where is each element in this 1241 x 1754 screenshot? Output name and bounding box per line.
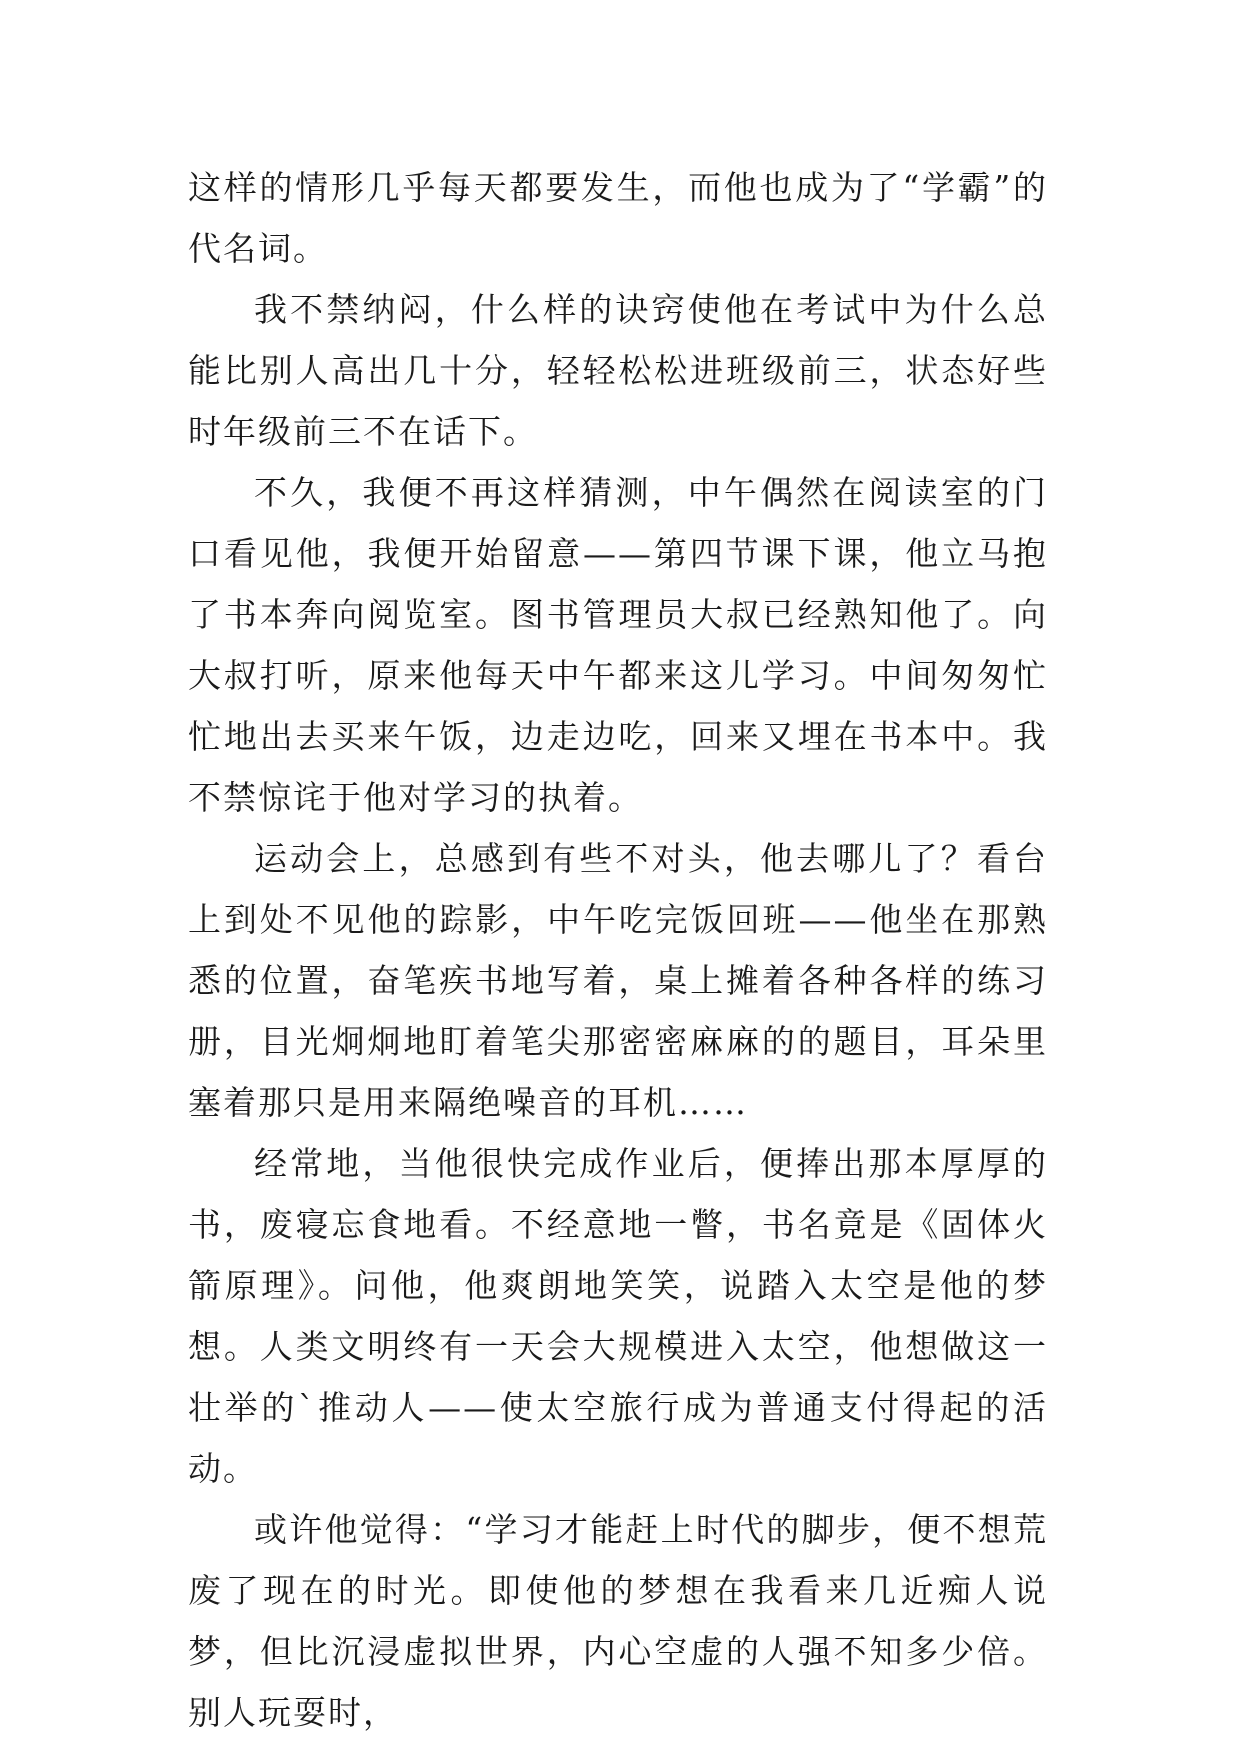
paragraph-2: 我不禁纳闷，什么样的诀窍使他在考试中为什么总能比别人高出几十分，轻轻松松进班级前三，状态好些时年级前三不在话下。	[188, 290, 1048, 451]
article-body	[188, 157, 1048, 1743]
paragraph-6: 或许他觉得：“学习才能赶上时代的脚步，便不想荒废了现在的时光。即使他的梦想在我看来几近痴人说梦，但比沉浸虚拟世界，内心空虚的人强不知多少倍。别人玩耍时，	[188, 1510, 1048, 1732]
paragraph-5: 经常地，当他很快完成作业后，便捧出那本厚厚的书，废寝忘食地看。不经意地一瞥，书名竟是《固体火箭原理》。问他，他爽朗地笑笑，说踏入太空是他的梦想。人类文明终有一天会大规模进入太空，他想做这一壮举的`推动人——使太空旅行成为普通支付得起的活动。	[188, 1144, 1048, 1488]
paragraph-3: 不久，我便不再这样猜测，中午偶然在阅读室的门口看见他，我便开始留意——第四节课下课，他立马抱了书本奔向阅览室。图书管理员大叔已经熟知他了。向大叔打听，原来他每天中午都来这儿学习。中间匆匆忙忙地出去买来午饭，边走边吃，回来又埋在书本中。我不禁惊诧于他对学习的执着。	[188, 473, 1048, 817]
paragraph-4: 运动会上，总感到有些不对头，他去哪儿了？看台上到处不见他的踪影，中午吃完饭回班——他坐在那熟悉的位置，奋笔疾书地写着，桌上摊着各种各样的练习册，目光炯炯地盯着笔尖那密密麻麻的的题目，耳朵里塞着那只是用来隔绝噪音的耳机……	[188, 839, 1048, 1122]
paragraph-1: 这样的情形几乎每天都要发生，而他也成为了“学霸”的代名词。	[188, 168, 1048, 268]
